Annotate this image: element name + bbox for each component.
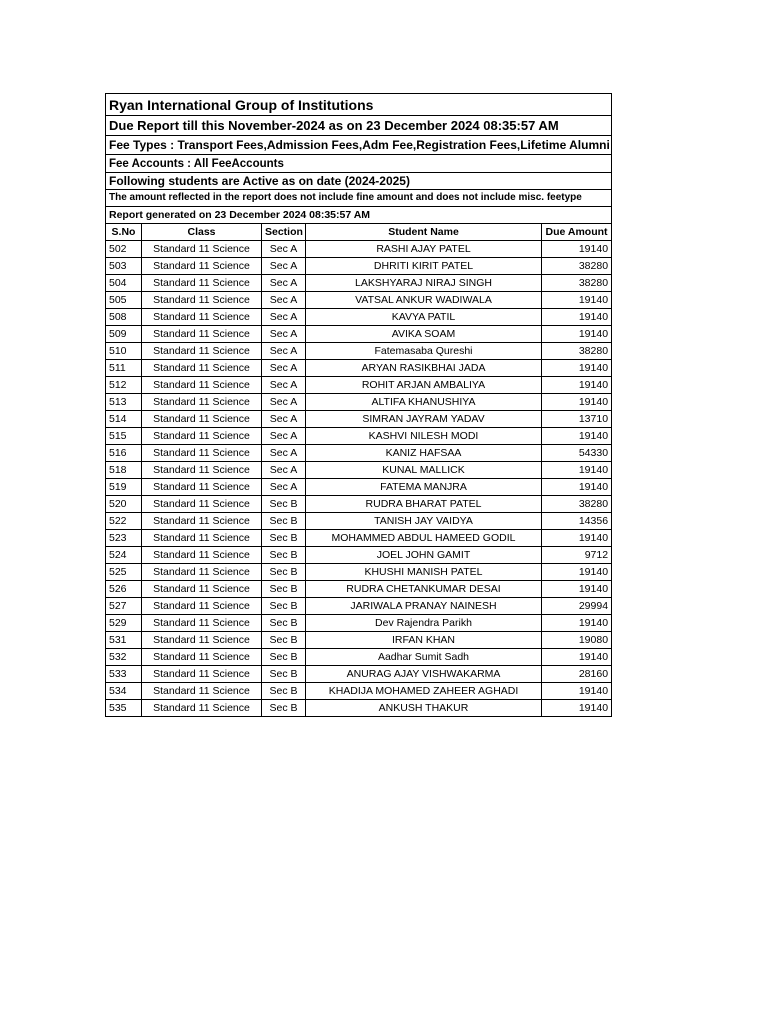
- cell-student-name: IRFAN KHAN: [306, 632, 542, 649]
- cell-class: Standard 11 Science: [142, 445, 262, 462]
- cell-class: Standard 11 Science: [142, 649, 262, 666]
- table-row: [106, 598, 612, 615]
- cell-student-name: Dev Rajendra Parikh: [306, 615, 542, 632]
- table-row: [106, 326, 612, 343]
- cell-section: Sec B: [262, 513, 306, 530]
- cell-student-name: Fatemasaba Qureshi: [306, 343, 542, 360]
- cell-section: Sec A: [262, 241, 306, 258]
- cell-section: Sec A: [262, 462, 306, 479]
- cell-due-amount: 28160: [542, 666, 612, 683]
- table-row: [106, 292, 612, 309]
- cell-due-amount: 19140: [542, 360, 612, 377]
- report-title: Ryan International Group of Institutions: [106, 94, 612, 116]
- cell-section: Sec B: [262, 547, 306, 564]
- cell-section: Sec A: [262, 377, 306, 394]
- cell-section: Sec B: [262, 598, 306, 615]
- cell-section: Sec B: [262, 564, 306, 581]
- cell-due-amount: 19140: [542, 479, 612, 496]
- cell-section: Sec A: [262, 292, 306, 309]
- table-row: [106, 581, 612, 598]
- cell-sno: 520: [106, 496, 142, 513]
- cell-student-name: KHUSHI MANISH PATEL: [306, 564, 542, 581]
- cell-section: Sec A: [262, 360, 306, 377]
- cell-due-amount: 19140: [542, 428, 612, 445]
- table-row: [106, 615, 612, 632]
- cell-due-amount: 19140: [542, 462, 612, 479]
- table-header-row: [106, 224, 612, 241]
- cell-student-name: DHRITI KIRIT PATEL: [306, 258, 542, 275]
- cell-class: Standard 11 Science: [142, 394, 262, 411]
- cell-student-name: LAKSHYARAJ NIRAJ SINGH: [306, 275, 542, 292]
- cell-student-name: JARIWALA PRANAY NAINESH: [306, 598, 542, 615]
- cell-sno: 532: [106, 649, 142, 666]
- cell-class: Standard 11 Science: [142, 258, 262, 275]
- table-row: [106, 309, 612, 326]
- table-row: [106, 377, 612, 394]
- cell-section: Sec B: [262, 700, 306, 717]
- cell-section: Sec A: [262, 479, 306, 496]
- cell-class: Standard 11 Science: [142, 513, 262, 530]
- cell-sno: 533: [106, 666, 142, 683]
- table-row: [106, 632, 612, 649]
- table-row: [106, 411, 612, 428]
- cell-due-amount: 19140: [542, 309, 612, 326]
- table-row: [106, 343, 612, 360]
- cell-class: Standard 11 Science: [142, 547, 262, 564]
- cell-sno: 534: [106, 683, 142, 700]
- cell-sno: 529: [106, 615, 142, 632]
- cell-student-name: KANIZ HAFSAA: [306, 445, 542, 462]
- cell-class: Standard 11 Science: [142, 411, 262, 428]
- cell-due-amount: 38280: [542, 275, 612, 292]
- cell-sno: 504: [106, 275, 142, 292]
- cell-student-name: MOHAMMED ABDUL HAMEED GODIL: [306, 530, 542, 547]
- cell-sno: 509: [106, 326, 142, 343]
- cell-sno: 531: [106, 632, 142, 649]
- cell-class: Standard 11 Science: [142, 326, 262, 343]
- cell-sno: 513: [106, 394, 142, 411]
- cell-section: Sec B: [262, 649, 306, 666]
- cell-section: Sec A: [262, 411, 306, 428]
- cell-class: Standard 11 Science: [142, 496, 262, 513]
- cell-sno: 523: [106, 530, 142, 547]
- cell-section: Sec B: [262, 632, 306, 649]
- cell-due-amount: 19140: [542, 564, 612, 581]
- table-row: [106, 428, 612, 445]
- cell-sno: 508: [106, 309, 142, 326]
- cell-class: Standard 11 Science: [142, 275, 262, 292]
- due-report-table: [105, 93, 612, 717]
- cell-student-name: ROHIT ARJAN AMBALIYA: [306, 377, 542, 394]
- table-row: [106, 513, 612, 530]
- cell-due-amount: 14356: [542, 513, 612, 530]
- cell-section: Sec A: [262, 428, 306, 445]
- table-row: [106, 530, 612, 547]
- cell-sno: 519: [106, 479, 142, 496]
- cell-sno: 522: [106, 513, 142, 530]
- cell-due-amount: 19140: [542, 394, 612, 411]
- cell-section: Sec B: [262, 581, 306, 598]
- cell-due-amount: 13710: [542, 411, 612, 428]
- cell-student-name: KASHVI NILESH MODI: [306, 428, 542, 445]
- cell-due-amount: 19140: [542, 326, 612, 343]
- cell-sno: 515: [106, 428, 142, 445]
- cell-class: Standard 11 Science: [142, 598, 262, 615]
- column-header-sno: S.No: [106, 224, 142, 241]
- fee-types-line: Fee Types : Transport Fees,Admission Fees,Adm Fee,Registration Fees,Lifetime Alumni: [106, 136, 612, 155]
- cell-class: Standard 11 Science: [142, 666, 262, 683]
- table-row: [106, 445, 612, 462]
- cell-student-name: ANURAG AJAY VISHWAKARMA: [306, 666, 542, 683]
- amount-note: The amount reflected in the report does not include fine amount and does not include misc. feetype: [106, 190, 612, 207]
- cell-sno: 505: [106, 292, 142, 309]
- cell-student-name: FATEMA MANJRA: [306, 479, 542, 496]
- cell-student-name: KAVYA PATIL: [306, 309, 542, 326]
- table-row: [106, 666, 612, 683]
- cell-section: Sec A: [262, 445, 306, 462]
- cell-due-amount: 19140: [542, 683, 612, 700]
- cell-student-name: VATSAL ANKUR WADIWALA: [306, 292, 542, 309]
- cell-due-amount: 19140: [542, 581, 612, 598]
- cell-student-name: ANKUSH THAKUR: [306, 700, 542, 717]
- cell-class: Standard 11 Science: [142, 343, 262, 360]
- cell-section: Sec A: [262, 394, 306, 411]
- cell-class: Standard 11 Science: [142, 683, 262, 700]
- cell-due-amount: 38280: [542, 343, 612, 360]
- cell-sno: 502: [106, 241, 142, 258]
- cell-sno: 512: [106, 377, 142, 394]
- cell-due-amount: 38280: [542, 258, 612, 275]
- cell-student-name: SIMRAN JAYRAM YADAV: [306, 411, 542, 428]
- table-row: [106, 649, 612, 666]
- cell-sno: 518: [106, 462, 142, 479]
- cell-sno: 527: [106, 598, 142, 615]
- table-row: [106, 462, 612, 479]
- cell-student-name: RASHI AJAY PATEL: [306, 241, 542, 258]
- cell-class: Standard 11 Science: [142, 428, 262, 445]
- cell-section: Sec B: [262, 615, 306, 632]
- table-row: [106, 258, 612, 275]
- cell-class: Standard 11 Science: [142, 581, 262, 598]
- table-row: [106, 547, 612, 564]
- table-row: [106, 360, 612, 377]
- cell-class: Standard 11 Science: [142, 292, 262, 309]
- cell-sno: 526: [106, 581, 142, 598]
- cell-due-amount: 19140: [542, 700, 612, 717]
- cell-student-name: JOEL JOHN GAMIT: [306, 547, 542, 564]
- cell-class: Standard 11 Science: [142, 700, 262, 717]
- cell-student-name: TANISH JAY VAIDYA: [306, 513, 542, 530]
- cell-class: Standard 11 Science: [142, 530, 262, 547]
- cell-class: Standard 11 Science: [142, 632, 262, 649]
- table-row: [106, 241, 612, 258]
- cell-student-name: KHADIJA MOHAMED ZAHEER AGHADI: [306, 683, 542, 700]
- cell-sno: 535: [106, 700, 142, 717]
- table-row: [106, 564, 612, 581]
- column-header-section: Section: [262, 224, 306, 241]
- cell-sno: 503: [106, 258, 142, 275]
- cell-due-amount: 19140: [542, 530, 612, 547]
- cell-sno: 510: [106, 343, 142, 360]
- cell-class: Standard 11 Science: [142, 309, 262, 326]
- cell-sno: 524: [106, 547, 142, 564]
- cell-class: Standard 11 Science: [142, 462, 262, 479]
- cell-due-amount: 19140: [542, 292, 612, 309]
- cell-sno: 511: [106, 360, 142, 377]
- table-row: [106, 683, 612, 700]
- cell-student-name: Aadhar Sumit Sadh: [306, 649, 542, 666]
- cell-section: Sec B: [262, 530, 306, 547]
- cell-sno: 514: [106, 411, 142, 428]
- cell-section: Sec A: [262, 343, 306, 360]
- table-row: [106, 496, 612, 513]
- due-report-sheet: [105, 93, 611, 717]
- cell-due-amount: 19140: [542, 377, 612, 394]
- cell-class: Standard 11 Science: [142, 360, 262, 377]
- cell-section: Sec A: [262, 326, 306, 343]
- cell-class: Standard 11 Science: [142, 564, 262, 581]
- cell-student-name: AVIKA SOAM: [306, 326, 542, 343]
- cell-class: Standard 11 Science: [142, 377, 262, 394]
- cell-class: Standard 11 Science: [142, 615, 262, 632]
- cell-due-amount: 19140: [542, 649, 612, 666]
- table-row: [106, 394, 612, 411]
- cell-class: Standard 11 Science: [142, 241, 262, 258]
- column-header-student-name: Student Name: [306, 224, 542, 241]
- fee-accounts-line: Fee Accounts : All FeeAccounts: [106, 155, 612, 173]
- column-header-due-amount: Due Amount: [542, 224, 612, 241]
- cell-due-amount: 9712: [542, 547, 612, 564]
- cell-sno: 516: [106, 445, 142, 462]
- report-generated-line: Report generated on 23 December 2024 08:35:57 AM: [106, 207, 612, 224]
- cell-student-name: ALTIFA KHANUSHIYA: [306, 394, 542, 411]
- due-report-line: Due Report till this November-2024 as on 23 December 2024 08:35:57 AM: [106, 116, 612, 136]
- cell-due-amount: 38280: [542, 496, 612, 513]
- cell-class: Standard 11 Science: [142, 479, 262, 496]
- cell-section: Sec A: [262, 309, 306, 326]
- cell-student-name: KUNAL MALLICK: [306, 462, 542, 479]
- cell-due-amount: 54330: [542, 445, 612, 462]
- cell-due-amount: 29994: [542, 598, 612, 615]
- cell-sno: 525: [106, 564, 142, 581]
- cell-student-name: RUDRA BHARAT PATEL: [306, 496, 542, 513]
- cell-section: Sec B: [262, 683, 306, 700]
- cell-section: Sec A: [262, 275, 306, 292]
- cell-due-amount: 19140: [542, 241, 612, 258]
- table-row: [106, 700, 612, 717]
- cell-due-amount: 19080: [542, 632, 612, 649]
- column-header-class: Class: [142, 224, 262, 241]
- cell-student-name: ARYAN RASIKBHAI JADA: [306, 360, 542, 377]
- cell-section: Sec A: [262, 258, 306, 275]
- table-row: [106, 479, 612, 496]
- cell-section: Sec B: [262, 496, 306, 513]
- active-students-line: Following students are Active as on date (2024-2025): [106, 173, 612, 190]
- cell-section: Sec B: [262, 666, 306, 683]
- cell-due-amount: 19140: [542, 615, 612, 632]
- cell-student-name: RUDRA CHETANKUMAR DESAI: [306, 581, 542, 598]
- table-row: [106, 275, 612, 292]
